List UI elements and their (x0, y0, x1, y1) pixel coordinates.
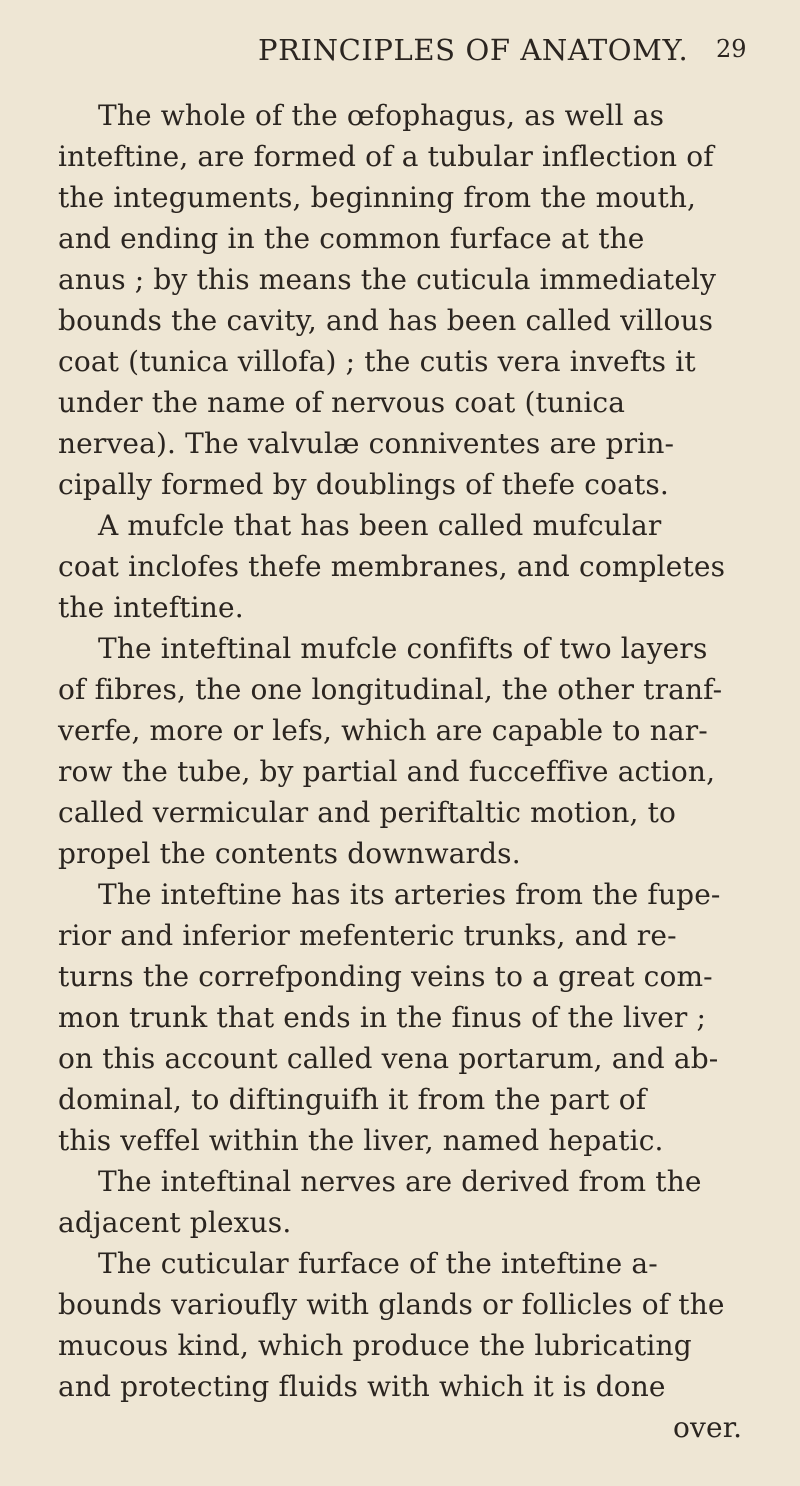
text-line: nervea). The valvulæ conniventes are prin- (58, 427, 675, 460)
text-line: dominal, to diftinguifh it from the part of (58, 1083, 647, 1116)
text-line: coat inclofes thefe membranes, and completes (58, 550, 726, 583)
text-line: under the name of nervous coat (tunica (58, 386, 626, 419)
text-line: the inteftine. (58, 591, 244, 624)
text-line: row the tube, by partial and fucceffive action, (58, 755, 716, 788)
text-line: and ending in the common furface at the (58, 222, 645, 255)
text-line: turns the correfponding veins to a great com- (58, 960, 713, 993)
text-line: on this account called vena portarum, and ab- (58, 1042, 719, 1075)
text-line: propel the contents downwards. (58, 837, 521, 870)
text-line: mucous kind, which produce the lubricating (58, 1329, 692, 1362)
text-line: verfe, more or lefs, which are capable to nar- (58, 714, 708, 747)
text-line: of fibres, the one longitudinal, the other tranf- (58, 673, 723, 706)
text-line: inteftine, are formed of a tubular inflection of (58, 140, 714, 173)
text-line: The inteftinal mufcle confifts of two layers (98, 632, 708, 665)
text-line: the integuments, beginning from the mouth, (58, 181, 697, 214)
text-line: bounds varioufly with glands or follicles of the (58, 1288, 725, 1321)
text-line: A mufcle that has been called mufcular (98, 509, 662, 542)
text-line: and protecting fluids with which it is done (58, 1370, 666, 1403)
text-line: bounds the cavity, and has been called villous (58, 304, 714, 337)
text-line: called vermicular and periftaltic motion, to (58, 796, 677, 829)
text-line: mon trunk that ends in the finus of the liver ; (58, 1001, 707, 1034)
text-line: rior and inferior mefenteric trunks, and re- (58, 919, 677, 952)
text-line: anus ; by this means the cuticula immediately (58, 263, 717, 296)
text-line: this veffel within the liver, named hepatic. (58, 1124, 664, 1157)
text-line: adjacent plexus. (58, 1206, 292, 1239)
running-title: PRINCIPLES OF ANATOMY. (258, 33, 689, 67)
text-line: The cuticular furface of the inteftine a- (98, 1247, 658, 1280)
text-line: cipally formed by doublings of thefe coats. (58, 468, 669, 501)
text-line: The whole of the œfophagus, as well as (98, 99, 665, 132)
text-line: over. (673, 1411, 743, 1444)
text-line: The inteftinal nerves are derived from the (98, 1165, 702, 1198)
text-line: The inteftine has its arteries from the fupe- (98, 878, 721, 911)
text-line: coat (tunica villofa) ; the cutis vera invefts it (58, 345, 696, 378)
page-number: 29 (716, 35, 747, 63)
